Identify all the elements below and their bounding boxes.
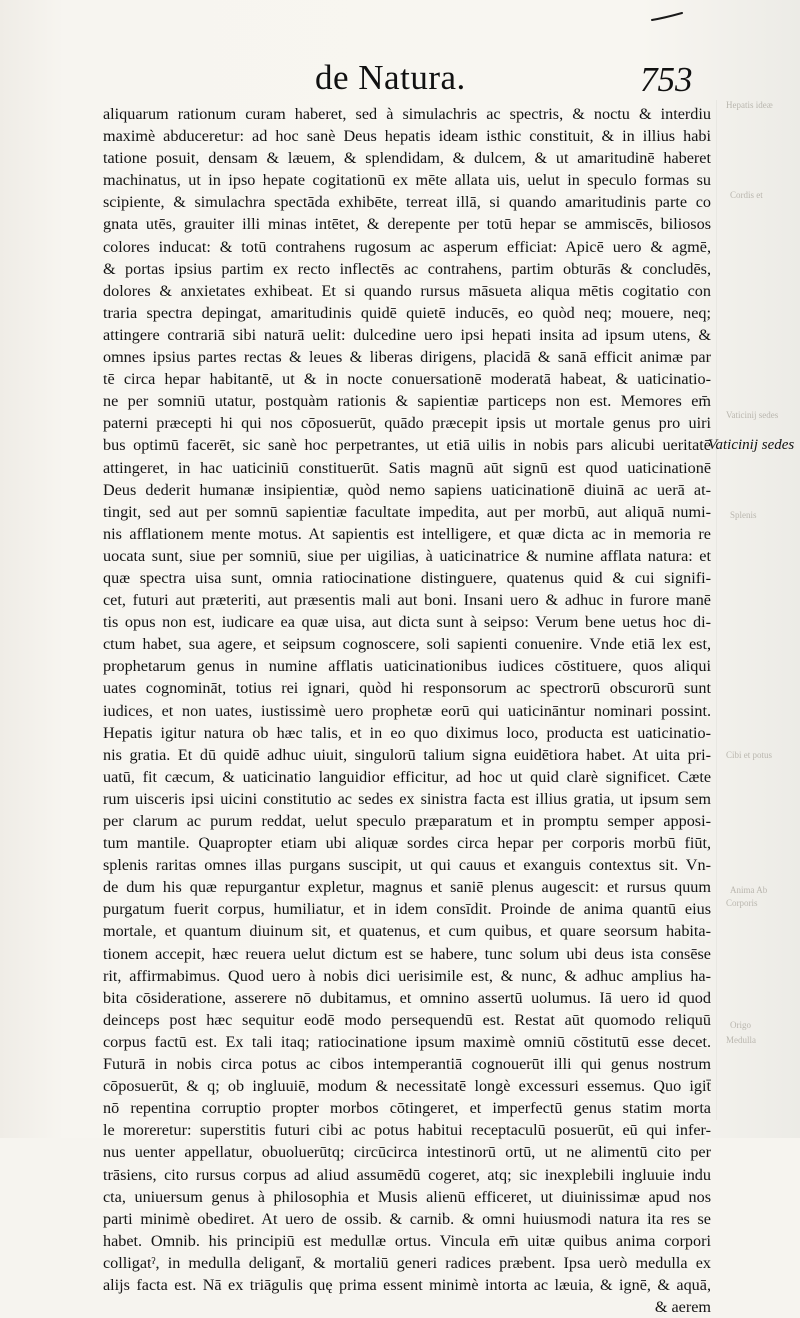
text-line: rum uisceris ipsi uicini constitutio ac sedes ex sinistra facta est illius gratia, ut ipsum sem: [103, 789, 711, 808]
text-line: omnes ipsius partes rectas & leues & liberas dirigens, placidā & sanā efficit animæ par: [103, 348, 711, 367]
text-line: nus uenter appellatur, obuoluerūtq; circūcirca intestinorū ortū, ut ne alimentū cito per: [103, 1143, 711, 1162]
text-line: Hepatis igitur natura ob hæc talis, et in eo quo diximus loco, producta est uaticinatio-: [103, 723, 711, 742]
text-line: deinceps post hæc sequitur eodē modo persequendū est. Restat aūt quomodo reliquū: [103, 1010, 711, 1029]
faint-margin-note: Anima Ab: [730, 885, 768, 895]
text-line: mortale, et quantum diuinum sit, et quatenus, et cum quibus, et quare seorsum habita-: [103, 922, 711, 941]
text-line: uatū, fit cæcum, & uaticinatio languidior efficitur, ad hoc ut quid clarè significet. Cæte: [103, 767, 711, 786]
text-line: de dum his quæ repurgantur expletur, magnus et saniē plenus augescit: et rursus quum: [103, 878, 711, 897]
text-line: attingeret, in hac uaticiniū constituerūt. Satis magnū aūt signū est quod uaticinationē: [103, 458, 711, 477]
text-line: bus optimū facerēt, sic sanè hoc perpetrantes, ut etiā uilis in nobis pars alicubi ueritatē: [103, 436, 711, 455]
text-line: cta, uniuersum genus à philosophia et Musis alienū efficeret, ut diuinissimæ apud nos: [103, 1187, 711, 1206]
faint-margin-note: Corporis: [726, 898, 758, 908]
text-line: traria spectra depingat, amaritudinis quidē quietē inducēs, eo quòd neq; mouere, neq;: [103, 303, 711, 322]
text-line: uates cognomināt, totius rei ignari, quòd hi responsorum ac spectrorū obscurorū sunt: [103, 679, 711, 698]
text-line: ctum habet, sua agere, et seipsum cognoscere, soli sapienti conuenire. Vnde etiā lex est,: [103, 635, 711, 654]
text-line: iudices, et non uates, iustissimè uero prophetæ eorū qui uaticināntur nominari possint.: [103, 701, 711, 720]
text-line: aliquarum rationum curam haberet, sed à simulachris ac spectris, & noctu & interdiu: [103, 105, 711, 123]
text-line: prophetarum genus in numine afflatis uaticinationibus iudices cōstituere, quos aliqui: [103, 657, 711, 676]
text-line: rit, affirmabimus. Quod uero à nobis dici uerisimile est, & nunc, & adhuc amplius ha-: [103, 966, 711, 985]
text-line: tatione posuit, densam & læuem, & splendidam, & dulcem, & ut amaritudinē haberet: [103, 149, 711, 168]
text-line: purgatum fuerit corpus, humiliatur, et in idem consīdit. Proinde de anima quantū eius: [103, 900, 711, 919]
running-title: de Natura.: [315, 58, 466, 97]
text-line: paterni præcepti hi qui nos cōposuerūt, quādo præcepit ipsis ut mortale genus pro uiri: [103, 414, 711, 433]
text-line: cōposuerūt, & q; ob ingluuiē, modum & necessitatē longè excessuri essemus. Quo igit̄: [103, 1077, 711, 1096]
text-line: trāsiens, cito rursus corpus ad aliud assumēdū cogeret, atq; sic inexplebili ingluuie indu: [103, 1165, 711, 1184]
text-line: tum mantile. Quapropter etiam ubi aliquæ sordes circa hepar per corporis morbū fiūt,: [103, 834, 711, 853]
faint-margin-note: Vaticinij sedes: [726, 410, 779, 420]
ink-stroke-mark: [650, 12, 684, 22]
text-line: tē circa hepar habitantē, ut & in nocte conuersationē moderatā habeat, & uaticinatio-: [103, 370, 711, 389]
text-line: dolores & anxietates exhibeat. Et si quando rursus māsueta aliqua mētis cogitatio con: [103, 281, 711, 300]
faint-margin-note: Medulla: [726, 1035, 756, 1045]
text-line: ne per somniū utatur, postquàm rationis & sapientiæ particeps non est. Memores em̄: [103, 392, 711, 411]
faint-margin-note: Cibi et potus: [726, 750, 773, 760]
text-line: bita cōsideratione, asserere nō dubitamus, et omnino assertū uolumus. Iā uero id quod: [103, 988, 711, 1007]
text-line: splenis raritas omnes illas purgans suscipit, ut qui cauus et exanguis contextus sit. Vn-: [103, 856, 711, 875]
text-line: nis gratia. Et dū quidē adhuc uiuit, singulorū talium signa euidētiora habet. At uita pri-: [103, 745, 711, 764]
text-line: & portas ipsius partim ex recto inflectēs ac contrahens, partim obturās & concludēs,: [103, 259, 711, 278]
gutter-shadow: [716, 100, 717, 1120]
text-line: tionem accepit, hæc reuera uelut dictum est se habere, tunc solum ubi deus ista consēse: [103, 944, 711, 963]
faint-margin-note: Hepatis ideæ: [726, 100, 773, 110]
text-line: parti minimè obediret. At uero de ossib. & carnib. & omni huiusmodi natura ita res se: [103, 1209, 711, 1228]
text-line: Deus dederit humanæ insipientiæ, quòd nemo sapiens uaticinationē diuinā ac uerā at-: [103, 480, 711, 499]
page-number: 753: [640, 60, 693, 99]
text-line: corpus factū est. Ex tali itaq; ratiocinatione ipsum maximè omniū cōstitutū esse decet.: [103, 1032, 711, 1051]
text-line: colligatˀ, in medulla deligant̄, & mortaliū generi radices præbent. Ipsa uerò medulla ex: [103, 1253, 711, 1272]
text-line: machinatus, ut in ipso hepate cogitationū ex mēte allata uis, uelut in speculo formas su: [103, 171, 711, 190]
text-line: tingit, sed aut per somnū sapientiæ facultate impedita, aut per morbū, aut aliquā numi-: [103, 502, 711, 521]
text-line: attingere contrariā sibi naturā uelit: dulcedine uero ipsi hepati insita ad ipsum utens, &: [103, 325, 711, 344]
text-line: tis opus non est, iudicare ea quæ uisa, aut dicta sunt à seipso: Verum bene uetus hoc di-: [103, 613, 711, 632]
faint-margin-note: Cordis et: [730, 190, 763, 200]
body-text: [103, 103, 711, 1318]
text-line: le moreretur: superstitis futuri cibi ac potus habitui receptaculū posuerūt, eū qui infer-: [103, 1121, 711, 1140]
text-line: per clarum ac purum reddat, uelut speculo præparatum et in promptu semper apposi-: [103, 812, 711, 830]
text-line: quæ spectra uisa sunt, omnia ratiocinatione distinguere, quatenus quid & cui signifi-: [103, 568, 711, 587]
text-line: & aerem: [654, 1298, 711, 1317]
text-line: habet. Omnib. his principiū est medullæ ortus. Vincula em̄ uitæ quibus anima corpori: [103, 1231, 711, 1250]
text-line: colores inducat: & totū contrahens rugosum ac asperum efficiat: Apicē uero & agmē,: [103, 237, 711, 256]
text-line: Futurā in nobis circa potus ac cibos intemperantiā cognouerūt illi qui genus nostrum: [103, 1055, 711, 1074]
faint-margin-note: Splenis: [730, 510, 757, 520]
text-line: scipiente, & simulachra spectāda exhibēte, terreat illā, si quando amaritudinis parte co: [103, 193, 711, 212]
text-line: uocata sunt, siue per somniū, siue per uigilias, à uaticinatrice & numine afflata natura: et: [103, 546, 711, 565]
text-line: nō repentina corruptio propter morbos cōtingeret, et imperfectū genus statim morta: [103, 1099, 711, 1118]
text-line: gnata utēs, grauiter illi minas intētet, & derepente per totū hepar se ammiscēs, biliosos: [103, 215, 711, 234]
text-line: alijs facta est. Nā ex triāgulis quę prima essent minimè intorta ac læuia, & ignē, & aquā,: [103, 1275, 711, 1294]
text-line: nis afflationem mente motus. At sapientis est intelligere, et quæ dicta ac in memoria re: [103, 524, 711, 543]
text-line: maximè abduceretur: ad hoc sanè Deus hepatis ideam isthic constituit, & in illius habi: [103, 127, 711, 146]
margin-note-vaticinij: Vaticinij sedes: [708, 437, 795, 453]
faint-margin-note: Origo: [730, 1020, 751, 1030]
text-line: cet, futuri aut præteriti, aut præsentis mali aut boni. Insani uero & adhuc in furore manē: [103, 591, 711, 610]
